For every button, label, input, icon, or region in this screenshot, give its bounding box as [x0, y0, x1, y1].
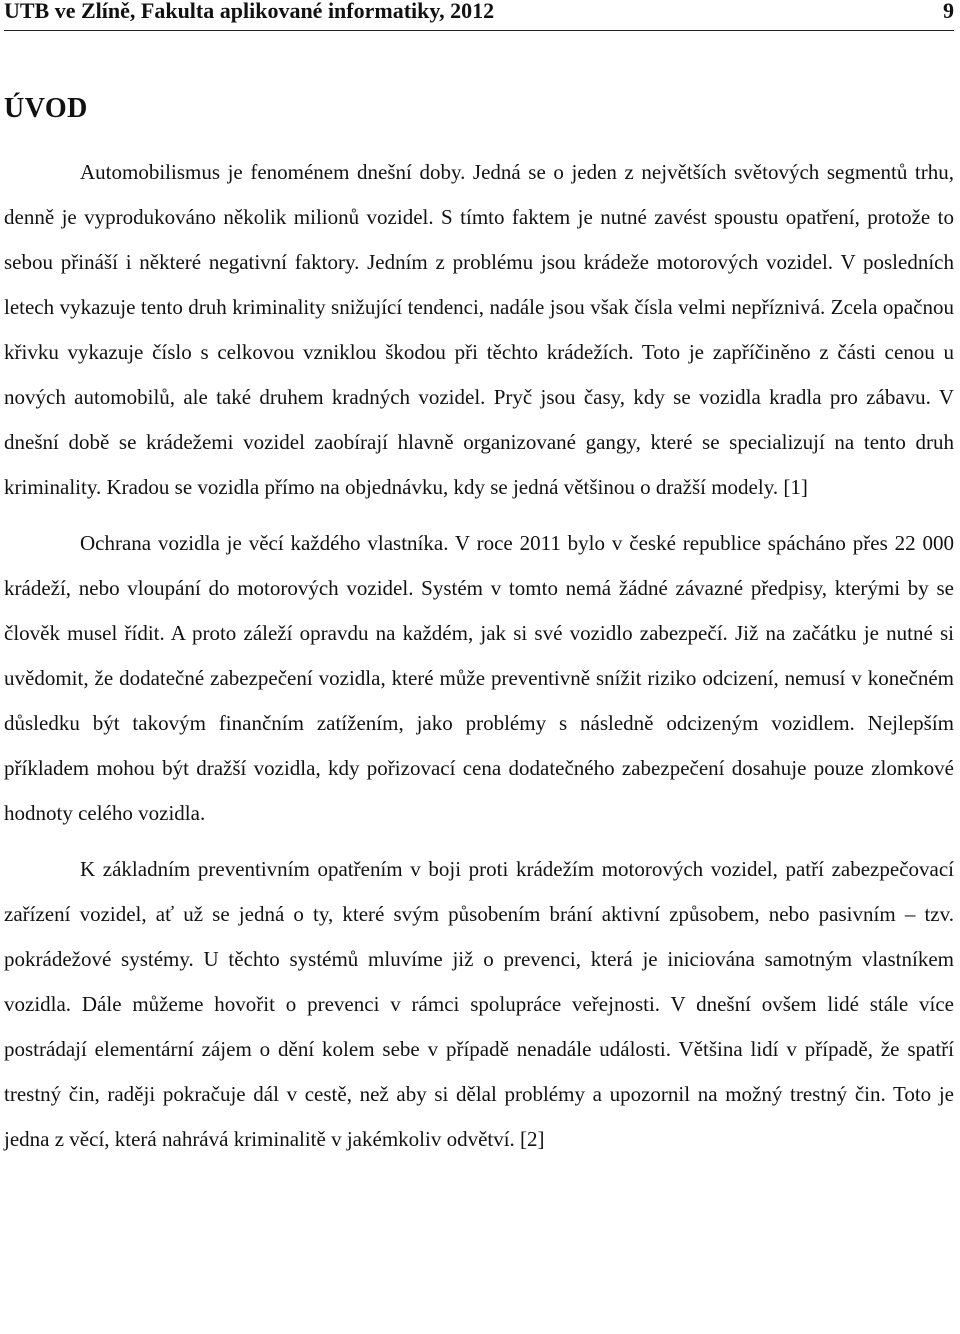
body-text	[4, 150, 954, 1162]
page-number: 9	[943, 0, 954, 23]
paragraph-1: Automobilismus je fenoménem dnešní doby. Jedná se o jeden z největších světových segmentů trhu, denně je vyprodukováno několik milionů vozidel. S tímto faktem je nutné zavést spoustu opatření, protože to sebou přináší i některé negativní faktory. Jedním z problému jsou krádeže motorových vozidel. V posledních letech vykazuje tento druh kriminality snižující tendenci, nadále jsou však čísla velmi nepříznivá. Zcela opačnou křivku vykazuje číslo s celkovou vzniklou škodou při těchto krádežích. Toto je zapříčiněno z části cenou u nových automobilů, ale také druhem kradných vozidel. Pryč jsou časy, kdy se vozidla kradla pro zábavu. V dnešní době se krádežemi vozidel zaobírají hlavně organizované gangy, které se specializují na tento druh kriminality. Kradou se vozidla přímo na objednávku, kdy se jedná většinou o dražší modely. [1]	[4, 160, 954, 499]
paragraph-3: K základním preventivním opatřením v boji proti krádežím motorových vozidel, patří zabezpečovací zařízení vozidel, ať už se jedná o ty, které svým působením brání aktivní způsobem, nebo pasivním – tzv. pokrádežové systémy. U těchto systémů mluvíme již o prevenci, která je iniciována samotným vlastníkem vozidla. Dále můžeme hovořit o prevenci v rámci spolupráce veřejnosti. V dnešní ovšem lidé stále více postrádají elementární zájem o dění kolem sebe v případě nenadále události. Většina lidí v případě, že spatří trestný čin, raději pokračuje dál v cestě, než aby si dělal problémy a upozornil na možný trestný čin. Toto je jedna z věcí, která nahrává kriminalitě v jakémkoliv odvětví. [2]	[4, 857, 954, 1151]
running-header	[4, 0, 954, 31]
header-title: UTB ve Zlíně, Fakulta aplikované informatiky, 2012	[4, 0, 495, 23]
chapter-title: ÚVOD	[4, 93, 88, 124]
paragraph-2: Ochrana vozidla je věcí každého vlastníka. V roce 2011 bylo v české republice spácháno přes 22 000 krádeží, nebo vloupání do motorových vozidel. Systém v tomto nemá žádné závazné předpisy, kterými by se člověk musel řídit. A proto záleží opravdu na každém, jak si své vozidlo zabezpečí. Již na začátku je nutné si uvědomit, že dodatečné zabezpečení vozidla, které může preventivně snížit riziko odcizení, nemusí v konečném důsledku být takovým finančním zatížením, jako problémy s následně odcizeným vozidlem. Nejlepším příkladem mohou být dražší vozidla, kdy pořizovací cena dodatečného zabezpečení dosahuje pouze zlomkové hodnoty celého vozidla.	[4, 531, 954, 825]
